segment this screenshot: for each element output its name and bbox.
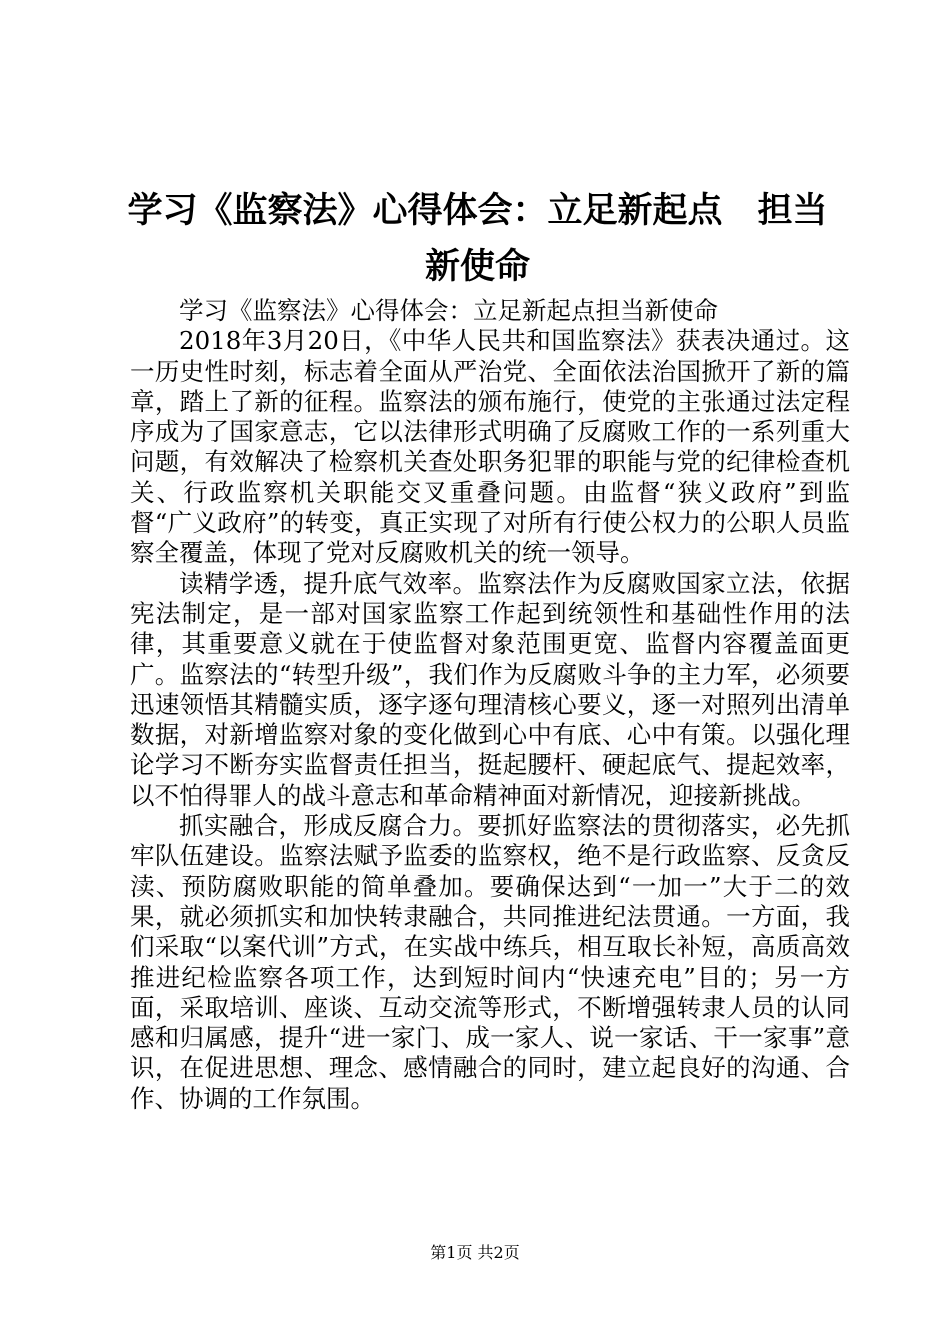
page-footer: 第1页 共2页: [430, 1243, 520, 1262]
document-body: [130, 296, 850, 1114]
document-title: [120, 183, 835, 295]
body-paragraph-1: 2018年3月20日，《中华人民共和国监察法》获表决通过。这一历史性时刻，标志着全面从严治党、全面依法治国掀开了新的篇章，踏上了新的征程。监察法的颁布施行，使党的主张通过法定程序成为了国家意志，它以法律形式明确了反腐败工作的一系列重大问题，有效解决了检察机关查处职务犯罪的职能与党的纪律检查机关、行政监察机关职能交叉重叠问题。由监督“狭义政府”到监督“广义政府”的转变，真正实现了对所有行使公权力的公职人员监察全覆盖，体现了党对反腐败机关的统一领导。: [130, 326, 850, 568]
title-line-2: 新使命: [424, 246, 530, 287]
body-paragraph-3: 抓实融合，形成反腐合力。要抓好监察法的贯彻落实，必先抓牢队伍建设。监察法赋予监委的监察权，绝不是行政监察、反贪反渎、预防腐败职能的简单叠加。要确保达到“一加一”大于二的效果，就必须抓实和加快转隶融合，共同推进纪法贯通。一方面，我们采取“以案代训”方式，在实战中练兵，相互取长补短，高质高效推进纪检监察各项工作，达到短时间内“快速充电”目的；另一方面，采取培训、座谈、互动交流等形式，不断增强转隶人员的认同感和归属感，提升“进一家门、成一家人、说一家话、干一家事”意识，在促进思想、理念、感情融合的同时，建立起良好的沟通、合作、协调的工作氛围。: [130, 811, 850, 1113]
title-line-1: 学习《监察法》心得体会：立足新起点 担当: [127, 190, 828, 231]
body-paragraph-2: 读精学透，提升底气效率。监察法作为反腐败国家立法，依据宪法制定，是一部对国家监察工作起到统领性和基础性作用的法律，其重要意义就在于使监督对象范围更宽、监督内容覆盖面更广。监察法的“转型升级”，我们作为反腐败斗争的主力军，必须要迅速领悟其精髓实质，逐字逐句理清核心要义，逐一对照列出清单数据，对新增监察对象的变化做到心中有底、心中有策。以强化理论学习不断夯实监督责任担当，挺起腰杆、硬起底气、提起效率，以不怕得罪人的战斗意志和革命精神面对新情况，迎接新挑战。: [130, 568, 850, 810]
subtitle-paragraph: 学习《监察法》心得体会：立足新起点担当新使命: [179, 296, 718, 325]
